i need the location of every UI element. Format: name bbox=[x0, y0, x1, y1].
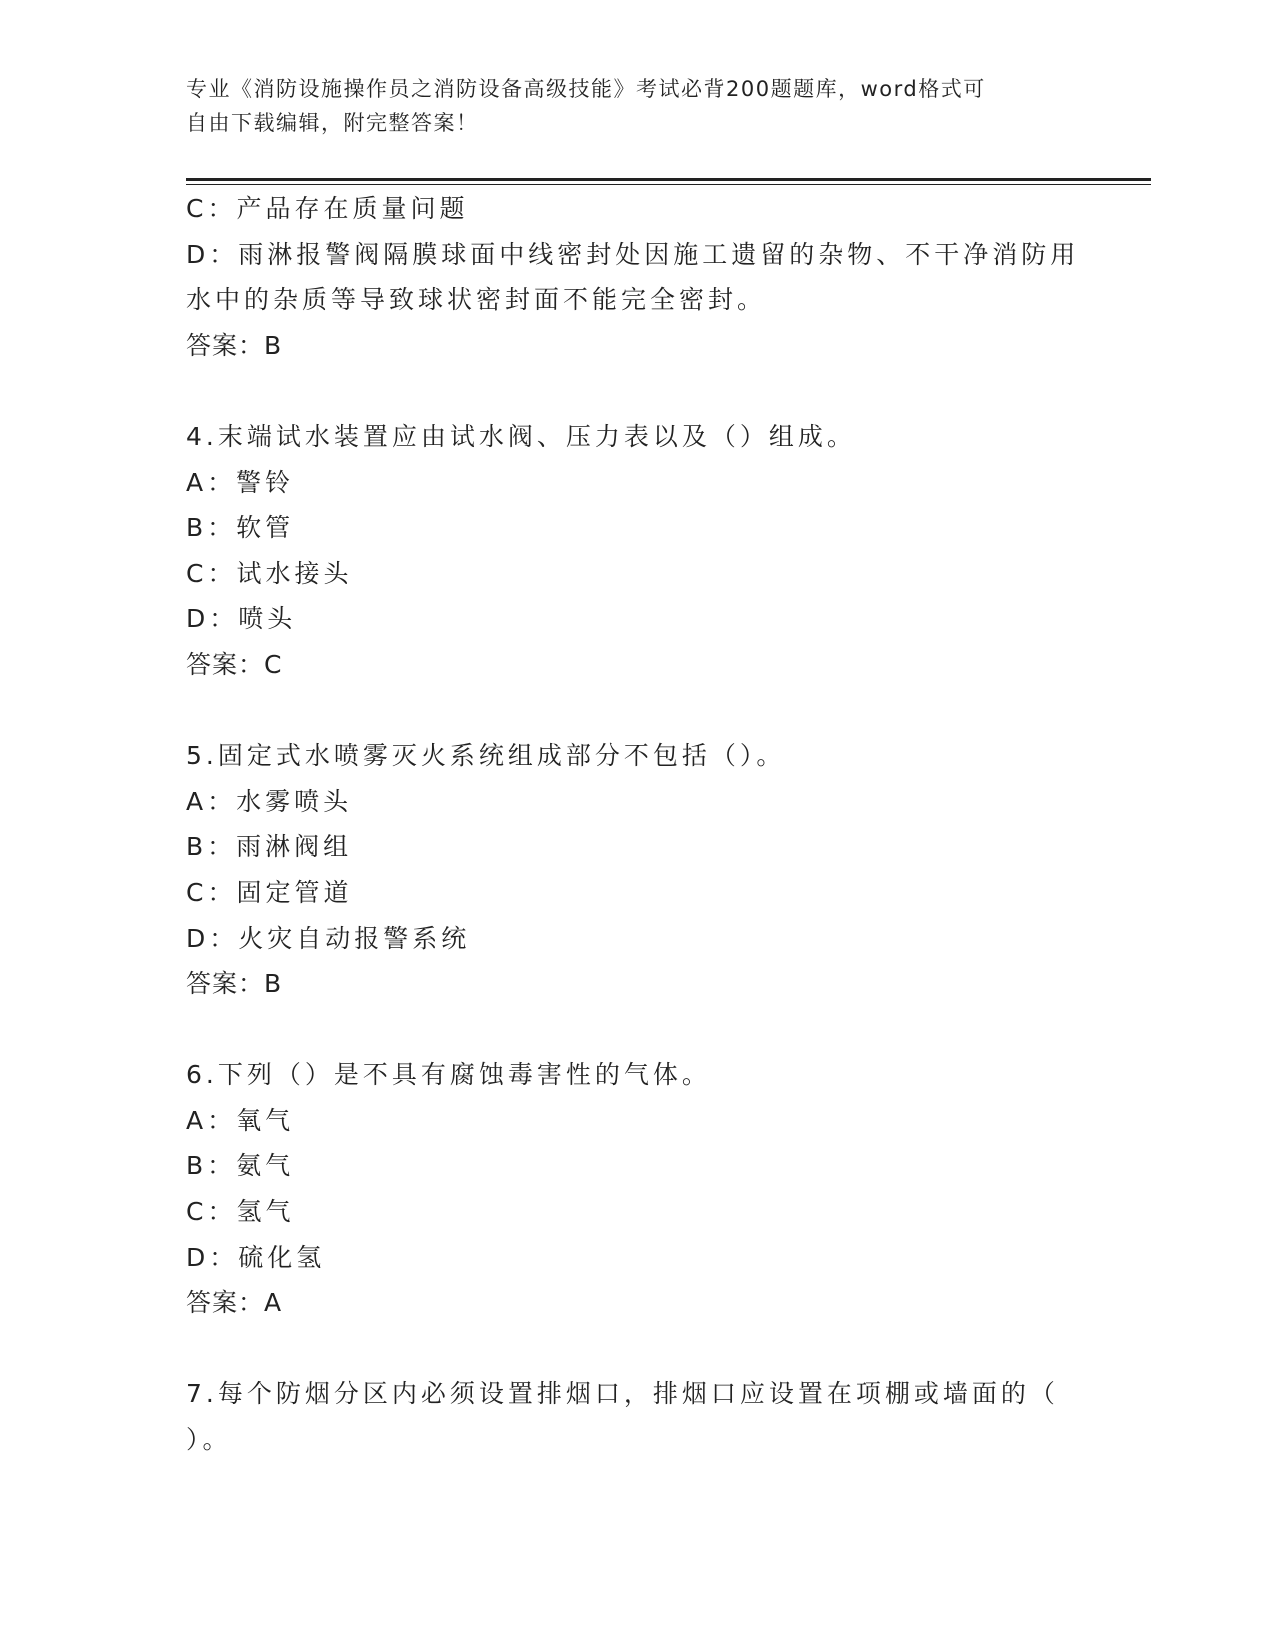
question-stem: 4.末端试水装置应由试水阀、压力表以及（）组成。 bbox=[186, 421, 856, 451]
question-stem: 5.固定式水喷雾灭火系统组成部分不包括（）。 bbox=[186, 741, 786, 771]
option-d: D：硫化氢 bbox=[186, 1242, 326, 1272]
option-a: A：警铃 bbox=[186, 467, 295, 497]
header-title-line-2: 自由下载编辑，附完整答案！ bbox=[186, 111, 479, 135]
option-c: C：固定管道 bbox=[186, 877, 353, 907]
answer: 答案：B bbox=[186, 330, 283, 360]
answer: 答案：C bbox=[186, 649, 283, 679]
option-b: B：氨气 bbox=[186, 1151, 295, 1181]
question-stem-continued: ）。 bbox=[186, 1425, 232, 1455]
document-header bbox=[186, 72, 1066, 140]
option-b: B：雨淋阀组 bbox=[186, 832, 353, 862]
question-5 bbox=[186, 733, 1106, 1007]
question-spacer bbox=[186, 1007, 1106, 1053]
option-a: A：水雾喷头 bbox=[186, 786, 353, 816]
question-4 bbox=[186, 414, 1106, 688]
option-b: B：软管 bbox=[186, 513, 295, 543]
question-7 bbox=[186, 1371, 1106, 1462]
option-d-continued: 水中的杂质等导致球状密封面不能完全密封。 bbox=[186, 285, 767, 315]
answer: 答案：A bbox=[186, 1288, 283, 1318]
question-spacer bbox=[186, 1326, 1106, 1372]
question-stem: 7.每个防烟分区内必须设置排烟口，排烟口应设置在项棚或墙面的（ bbox=[186, 1379, 1059, 1409]
question-6 bbox=[186, 1052, 1106, 1326]
option-c: C：氢气 bbox=[186, 1197, 295, 1227]
question-stem: 6.下列（）是不具有腐蚀毒害性的气体。 bbox=[186, 1060, 711, 1090]
answer: 答案：B bbox=[186, 969, 283, 999]
option-d: D：雨淋报警阀隔膜球面中线密封处因施工遗留的杂物、不干净消防用 bbox=[186, 239, 1080, 269]
question-spacer bbox=[186, 368, 1106, 414]
option-d: D：喷头 bbox=[186, 604, 297, 634]
header-divider-thick bbox=[186, 178, 1151, 181]
option-c: C：试水接头 bbox=[186, 558, 353, 588]
option-a: A：氧气 bbox=[186, 1105, 295, 1135]
question-list bbox=[186, 186, 1106, 1463]
option-c: C：产品存在质量问题 bbox=[186, 194, 469, 223]
header-divider-thin bbox=[186, 184, 1151, 185]
question-3-tail bbox=[186, 186, 1106, 368]
header-title-line-1: 专业《消防设施操作员之消防设备高级技能》考试必背200题题库，word格式可 bbox=[186, 77, 986, 101]
question-spacer bbox=[186, 688, 1106, 734]
option-d: D：火灾自动报警系统 bbox=[186, 923, 471, 953]
